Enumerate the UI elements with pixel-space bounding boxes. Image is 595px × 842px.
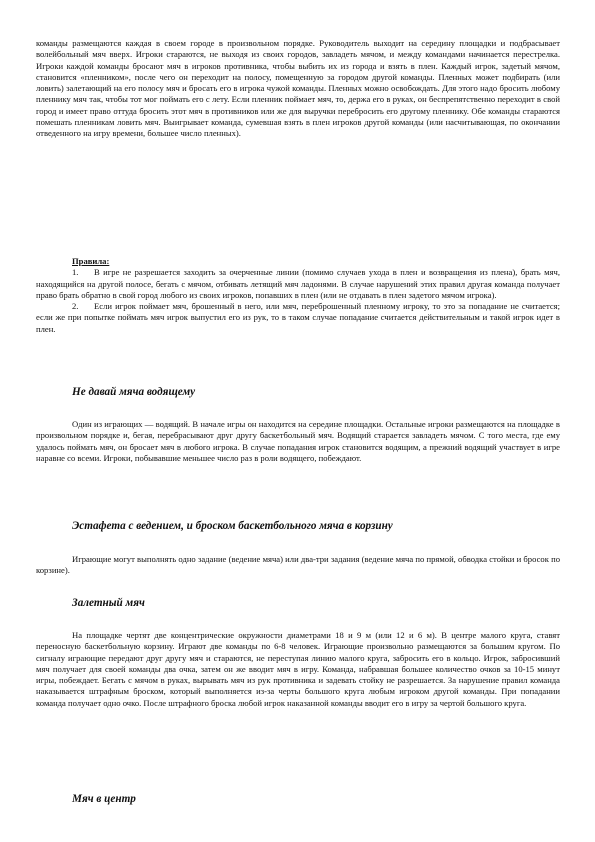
rule-text: Если игрок поймает мяч, брошенный в него, или мяч, переброшенный пленному игроку, то это за попадание не считается; если же при попытке поймать мяч игрок выпустил его из рук, то в таком случае попадание считается действительным и такой игрок идет в плен. [36, 301, 560, 334]
section-body [36, 630, 560, 709]
section-paragraph: Играющие могут выполнять одно задание (ведение мяча) или два-три задания (ведение мяча по прямой, обводка стойки и бросок по корзине). [36, 554, 560, 576]
rules-title: Правила: [72, 256, 110, 266]
rules-block [36, 256, 560, 335]
intro-paragraph: команды размещаются каждая в своем городе в произвольном порядке. Руководитель выходит на середину площадки и подбрасывает волейбольный мяч вверх. Игроки стараются, не выходя из своих городов, завладеть мячом, и между командами начинается перестрелка. Игроки каждой команды бросают мяч в игроков противника, чтобы выбить их из города и взять в плен. Каждый игрок, задетый мячом, становится «пленником», после чего он переходит на полосу, помещенную за городом другой команды. Пленных может подбирать (или ловить) залетающий на его полосу мяч и бросать его в игрока чужой команды. Пленных можно освобождать. Для этого надо бросить любому пленнику мяч так, чтобы тот мог поймать его с лету. Если пленник поймает мяч, то, держа его в руках, он беспрепятственно переходит в свой город и имеет право оттуда бросить этот мяч в противников или же для выручки перебросить его другому пленнику. Обе команды стараются помешать пленникам ловить мяч. Выигрывает команда, сумевшая взять в плен игроков другой команды (или насчитывающая, по окончании отведенного на игру времени, большее число пленных). [36, 38, 560, 139]
rule-item [36, 301, 560, 335]
section-heading: Мяч в центр [72, 793, 136, 805]
rule-item [36, 267, 560, 301]
intro-block [36, 38, 560, 140]
rule-number: 1. [72, 267, 79, 278]
rule-text: В игре не разрешается заходить за очерченные линии (помимо случаев ухода в плен и возвращения из плена), брать мяч, находящийся на другой полосе, бегать с мячом, отбивать летящий мяч ладонями. В случае нарушений этих правил другая команда получает право брать обратно в свой город любого из своих игроков, попавших в плен (или не отдавать в плен задетого мячом игрока). [36, 267, 560, 300]
section-paragraph: Один из играющих — водящий. В начале игры он находится на середине площадки. Остальные игроки размещаются на площадке в произвольном порядке и, бегая, перебрасывают друг другу баскетбольный мяч. Водящий старается завладеть мячом. С того места, где ему удалось поймать мяч, он бросает мяч в любого игрока. В случае попадания игрок становится водящим, а прежний водящий участвует в игре наравне со всеми. Игроки, побывавшие меньшее число раз в роли водящего, побеждают. [36, 419, 560, 463]
section-paragraph: На площадке чертят две концентрические окружности диаметрами 18 и 9 м (или 12 и 6 м). В центре малого круга, ставят переносную баскетбольную корзину. Играют две команды по 6-8 человек. Играющие произвольно размещаются за большим кругом. По сигналу играющие передают друг другу мяч и стараются, не переступая линию малого круга, забросить его в кольцо. Игрок, забросивший мяч получает для своей команды два очка, затем он же вводит мяч в игру. Команда, набравшая большее количество очков за 10-15 минут игры, побеждает. Бегать с мячом в руках, вырывать мяч из рук противника и задевать стойку не разрешается. За нарушение правил команда наказывается штрафным броском, который выполняется из-за черты большого круга любым игроком другой команды. При попадании команда получает одно очко. После штрафного броска любой игрок наказанной команды вводит его в игру за чертой большого круга. [36, 630, 560, 708]
section-heading: Эстафета с ведением, и броском баскетбольного мяча в корзину [72, 520, 393, 532]
section-heading: Залетный мяч [72, 597, 145, 609]
section-body [36, 419, 560, 464]
section-heading: Не давай мяча водящему [72, 386, 196, 398]
rule-number: 2. [72, 301, 79, 312]
section-body [36, 554, 560, 577]
